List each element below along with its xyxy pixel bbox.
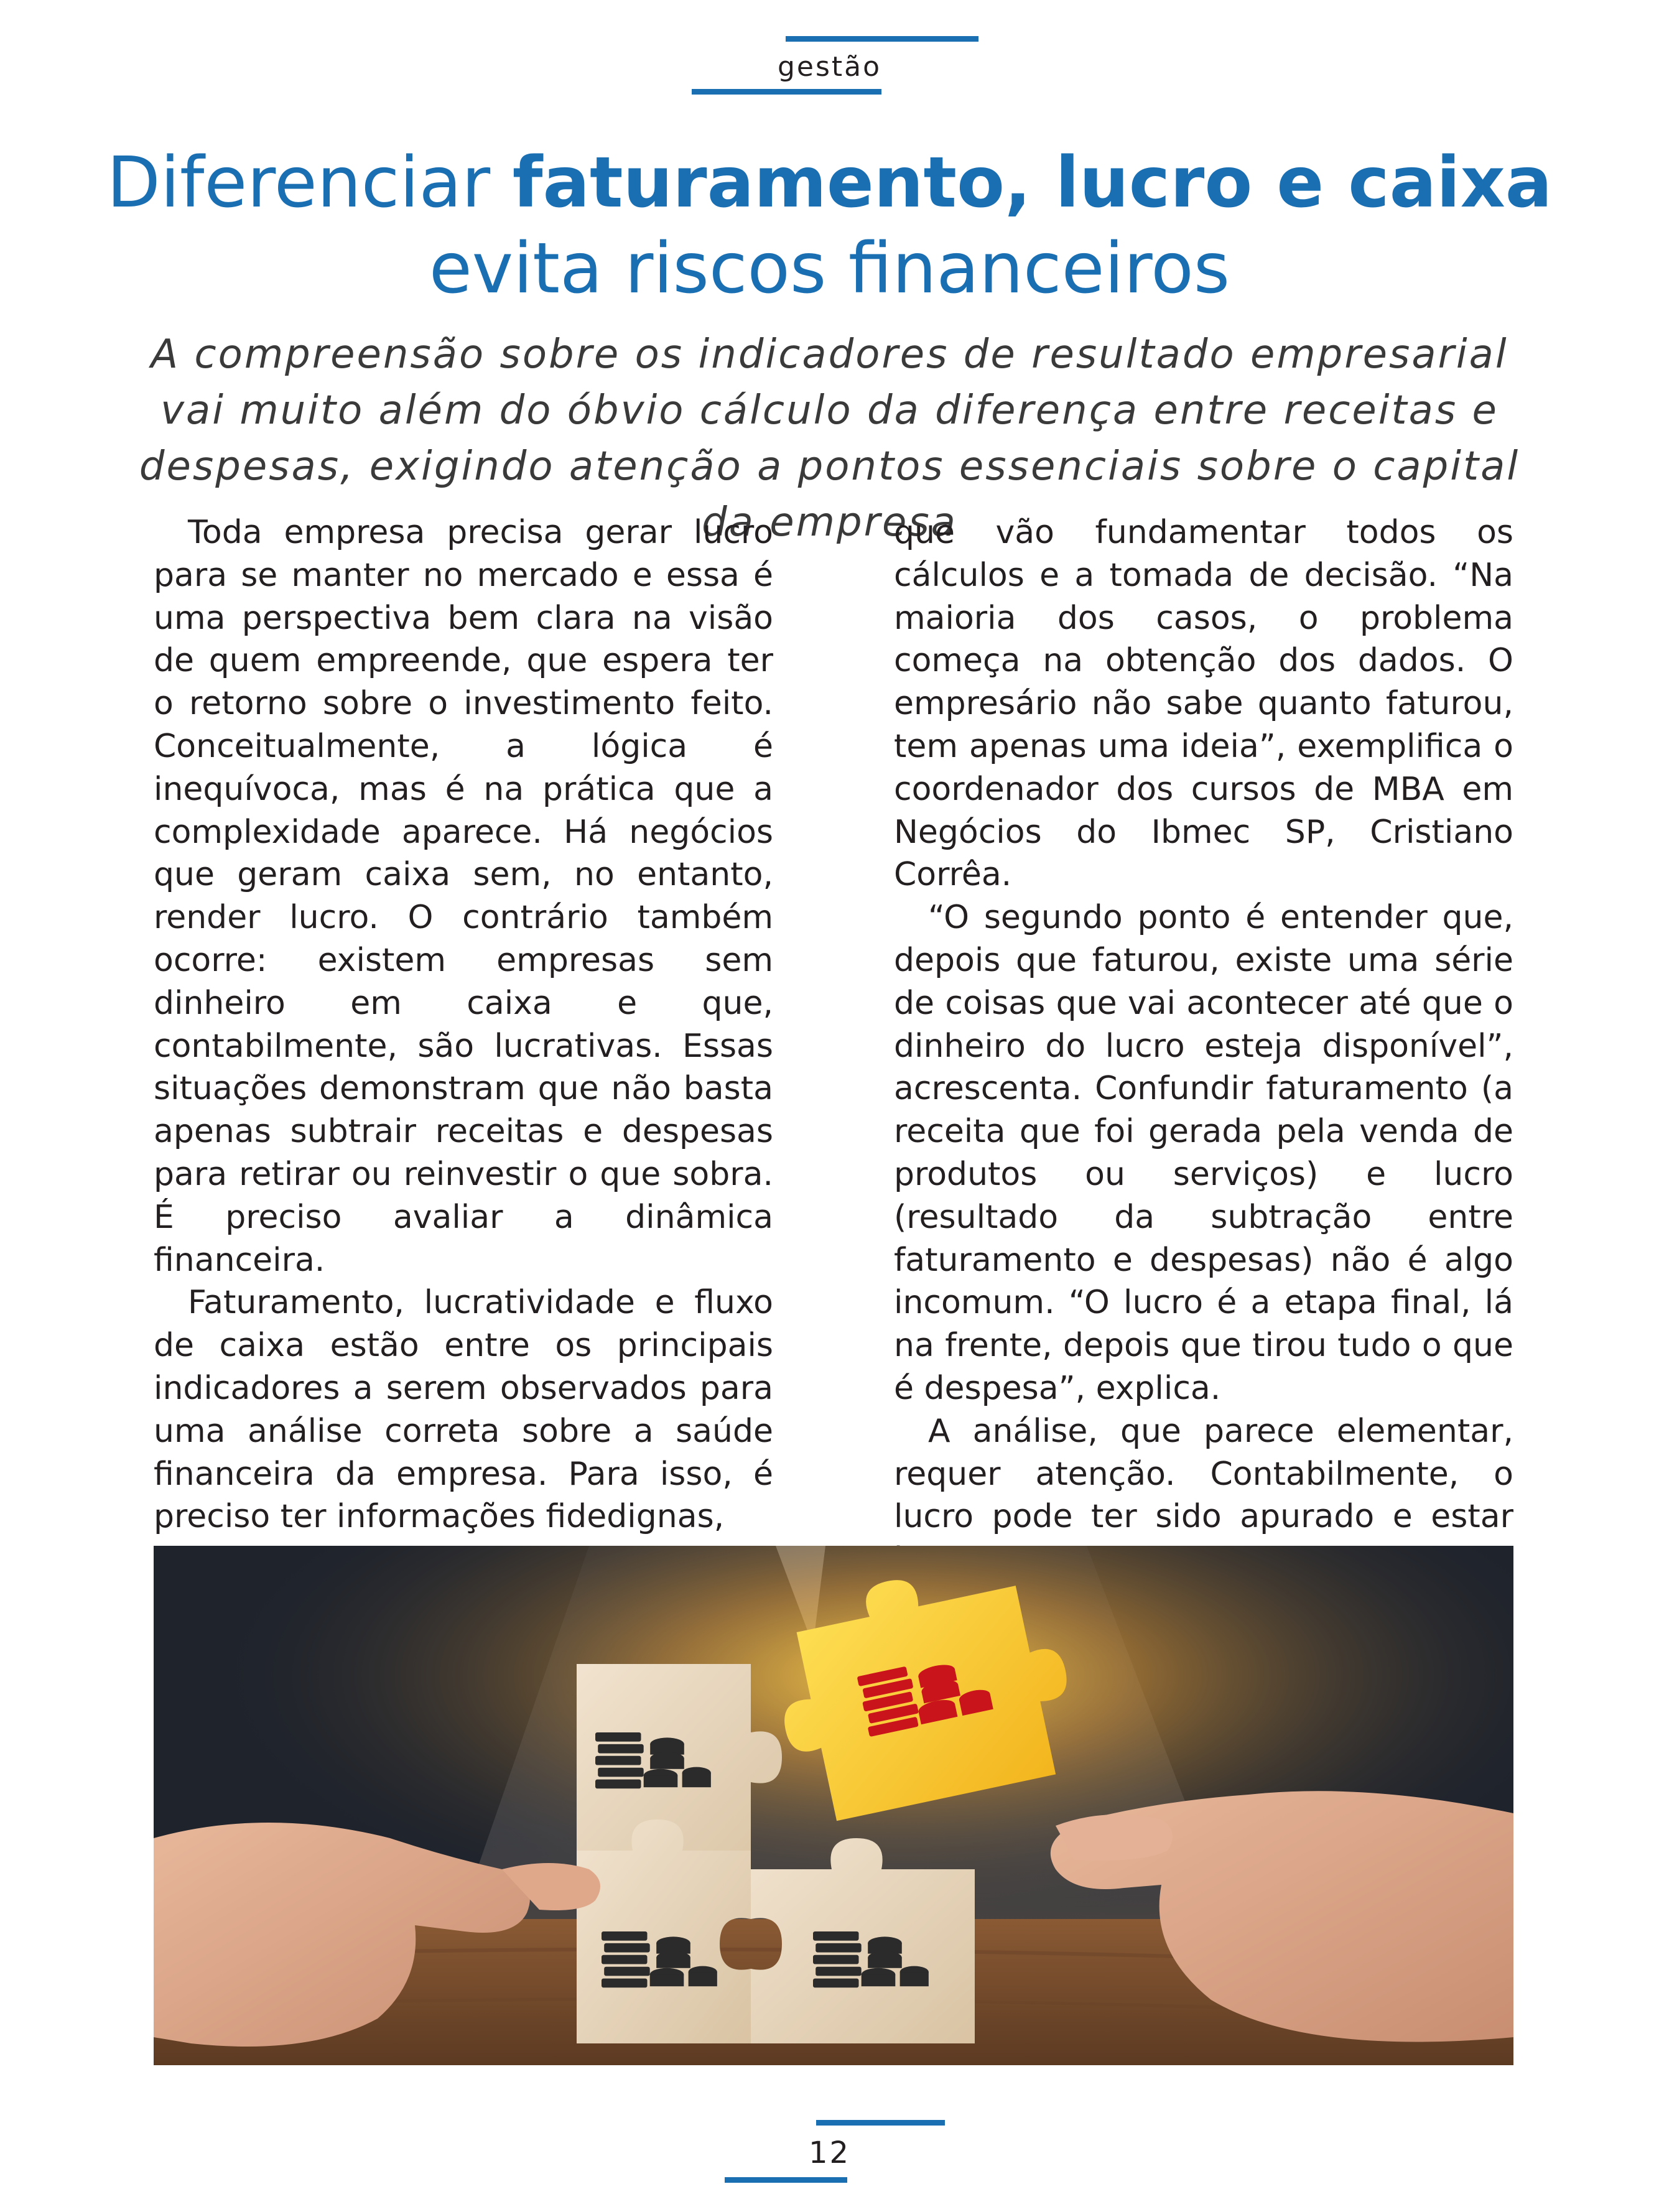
puzzle-hands-photo (154, 1546, 1513, 2065)
header-rule-top (786, 36, 978, 42)
footer-rule-top (816, 2120, 945, 2126)
title-bold-part: faturamento, lucro e caixa (512, 142, 1553, 223)
section-label: gestão (777, 51, 882, 83)
paragraph: Toda empresa precisa gerar lucro para se manter no mercado e essa é uma perspectiva bem clara na visão de quem empreende, que espera ter o retorno sobre o investimento feito. Conceitualmente, a lógica é inequívoca, mas é na prática que a complexidade aparece. Há negócios que geram caixa sem, no entanto, render lucro. O contrário também ocorre: existem empresas sem dinheiro em caixa e que, contabilmente, são lucrativas. Essas situações demonstram que não basta apenas subtrair receitas e despesas para retirar ou reinvestir o que sobra. É preciso avaliar a dinâmica financeira. (154, 514, 773, 1279)
article-subtitle: A compreensão sobre os indicadores de resultado empresarial vai muito além do óbvio cálculo da diferença entre receitas e despesas, exigindo atenção a pontos essenciais sobre o capital da empresa (139, 332, 1520, 546)
title-part-1: Diferenciar (106, 142, 513, 223)
paragraph: “O segundo ponto é entender que, depois que faturou, existe uma série de coisas que vai acontecer até que o dinheiro do lucro esteja disponível”, acrescenta. Confundir faturamento (a receita que foi gerada pela venda de produtos ou serviços) e lucro (resultado da subtração entre faturamento e despesas) não é algo incomum. “O lucro é a etapa final, lá na frente, depois que tirou tudo o que é despesa”, explica. (894, 899, 1513, 1407)
article-title (0, 140, 1659, 312)
footer-rule-bottom (725, 2177, 847, 2183)
body-column-left (154, 511, 773, 1538)
paragraph: Faturamento, lucratividade e fluxo de caixa estão entre os principais indicadores a serem observados para uma análise correta sobre a saúde financeira da empresa. Para isso, é preciso ter informações fidedignas, (154, 1284, 773, 1536)
header-rule-bottom (692, 89, 881, 95)
title-part-2: evita riscos financeiros (429, 228, 1230, 309)
page-number: 12 (808, 2135, 851, 2170)
paragraph: que vão fundamentar todos os cálculos e a tomada de decisão. “Na maioria dos casos, o problema começa na obtenção dos dados. O empresário não sabe quanto faturou, tem apenas uma ideia”, exemplifica o coordenador dos cursos de MBA em Negócios do Ibmec SP, Cristiano Corrêa. (894, 514, 1513, 894)
body-column-right (894, 511, 1513, 1581)
paragraph: A análise, que parece elementar, requer atenção. Contabilmente, o lucro pode ter sido apurado e estar (894, 1412, 1513, 1536)
